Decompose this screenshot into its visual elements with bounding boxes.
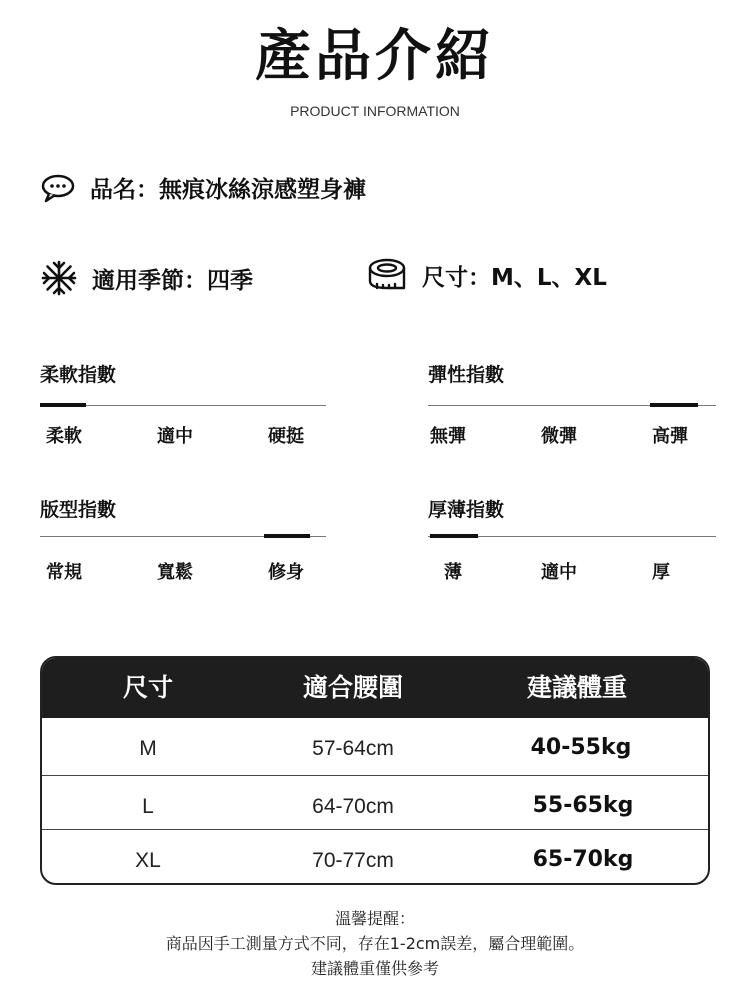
thickness-index-marker	[430, 534, 478, 538]
table-row	[42, 829, 708, 885]
waist-cell: 57-64cm	[312, 737, 394, 760]
thickness-option-thick: 厚	[652, 562, 670, 583]
weight-cell: 65-70kg	[532, 847, 634, 872]
fit-index-title: 版型指數	[40, 499, 117, 521]
snowflake-icon	[40, 259, 78, 297]
table-row	[42, 718, 708, 773]
size-cell: L	[142, 795, 154, 818]
product-name-row	[40, 171, 366, 204]
header-size: 尺寸	[122, 673, 174, 702]
softness-index-title: 柔軟指數	[40, 364, 117, 386]
fit-option-loose: 寬鬆	[157, 562, 193, 583]
fit-index-marker	[264, 534, 310, 538]
page-subtitle: PRODUCT INFORMATION	[290, 103, 460, 119]
header-weight: 建議體重	[526, 673, 628, 702]
note-heading: 溫馨提醒：	[334, 909, 415, 928]
softness-option-firm: 硬挺	[268, 426, 304, 447]
page-title: 產品介紹	[255, 24, 495, 89]
measuring-tape-icon	[366, 257, 408, 293]
waist-cell: 64-70cm	[312, 795, 394, 818]
elasticity-option-slight: 微彈	[541, 426, 577, 447]
fit-option-slim: 修身	[268, 562, 304, 583]
elasticity-index-track	[428, 405, 716, 406]
softness-index-marker	[40, 403, 86, 407]
waist-cell: 70-77cm	[312, 849, 394, 872]
size-text: 尺寸：M、L、XL	[422, 264, 607, 291]
thickness-option-medium: 適中	[541, 562, 577, 583]
size-cell: M	[139, 737, 157, 760]
elasticity-option-high: 高彈	[652, 426, 688, 447]
thickness-option-thin: 薄	[444, 562, 462, 583]
size-cell: XL	[135, 849, 161, 872]
season-row	[40, 259, 253, 297]
elasticity-index-title: 彈性指數	[428, 364, 505, 386]
softness-option-medium: 適中	[157, 426, 193, 447]
elasticity-index-marker	[650, 403, 698, 407]
note-measurement: 商品因手工測量方式不同，存在1-2cm誤差，屬合理範圍。	[165, 934, 585, 953]
fit-index-track	[40, 536, 326, 537]
size-table	[40, 656, 710, 885]
note-weight: 建議體重僅供參考	[310, 959, 439, 978]
speech-bubble-icon	[40, 173, 76, 203]
table-row	[42, 775, 708, 831]
softness-index-track	[40, 405, 326, 406]
size-table-header	[42, 658, 708, 718]
thickness-index-title: 厚薄指數	[428, 499, 505, 521]
elasticity-option-none: 無彈	[430, 426, 466, 447]
thickness-index-track	[428, 536, 716, 537]
softness-option-soft: 柔軟	[46, 426, 82, 447]
season-text: 適用季節：四季	[92, 267, 253, 294]
fit-option-regular: 常規	[46, 562, 82, 583]
weight-cell: 55-65kg	[532, 793, 634, 818]
header-waist: 適合腰圍	[302, 673, 404, 702]
size-row	[366, 257, 607, 293]
product-name: 品名：無痕冰絲涼感塑身褲	[90, 177, 366, 203]
weight-cell: 40-55kg	[530, 735, 632, 760]
